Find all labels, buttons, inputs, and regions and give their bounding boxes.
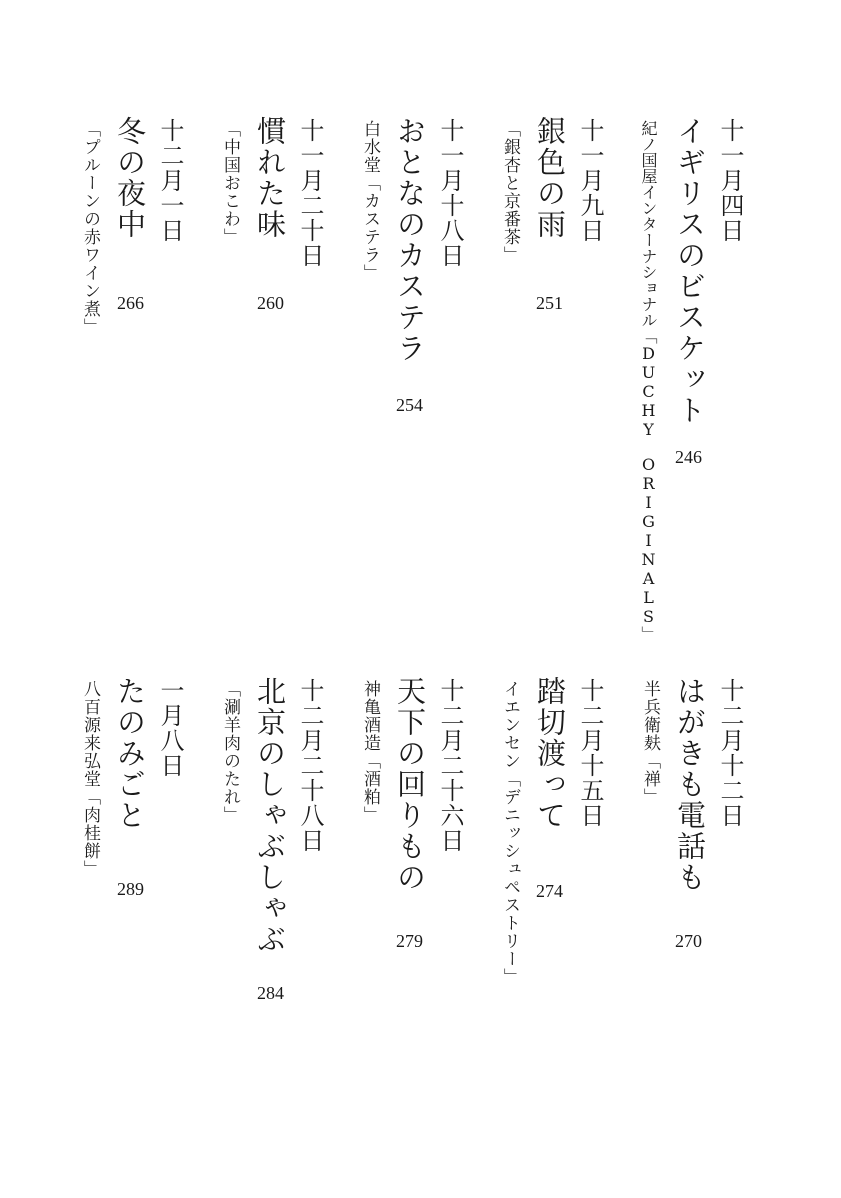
entry-subtitle: 半兵衛麸「禅」 [640, 680, 660, 806]
page-number: 284 [257, 983, 284, 1003]
page-number: 279 [396, 931, 423, 951]
entry-subtitle: 白水堂「カステラ」 [360, 120, 380, 282]
toc-entry[interactable] [640, 676, 800, 951]
entry-subtitle: 「中国おこわ」 [220, 120, 240, 246]
entry-subtitle: 「銀杏と京番茶」 [500, 120, 520, 264]
entry-subtitle: 八百源来弘堂「肉桂餅」 [80, 680, 100, 878]
entry-title: 天下の回りもの [393, 676, 427, 893]
entry-subtitle: 「涮羊肉のたれ」 [220, 680, 240, 824]
entry-title: たのみごと [113, 676, 147, 831]
entry-title: 慣れた味 [253, 116, 287, 240]
entry-subtitle: イエンセン「デニッシュペストリー」 [500, 680, 520, 986]
entry-date: 十二月二十六日 [436, 678, 464, 853]
toc-entry[interactable] [639, 116, 800, 642]
entry-date: 十一月二十日 [296, 118, 324, 268]
page-number: 260 [257, 293, 284, 313]
page-number: 266 [117, 293, 144, 313]
page-number: 254 [396, 395, 423, 415]
toc-entry[interactable] [498, 116, 658, 313]
page-number: 270 [675, 931, 702, 951]
page-number: 251 [536, 293, 563, 313]
entry-title: 銀色の雨 [533, 116, 567, 240]
entry-date: 十二月二十八日 [296, 678, 324, 853]
entry-date: 十一月九日 [576, 118, 604, 243]
page-number: 289 [117, 879, 144, 899]
entry-title: おとなのカステラ [393, 116, 427, 364]
page-number: 274 [536, 881, 563, 901]
entry-subtitle: 「プルーンの赤ワイン煮」 [80, 120, 100, 336]
entry-date: 一月八日 [156, 678, 184, 778]
entry-date: 十一月四日 [716, 118, 744, 243]
entry-date: 十一月十八日 [436, 118, 464, 268]
entry-subtitle: 神亀酒造「酒粕」 [360, 680, 380, 824]
page-number: 246 [675, 447, 702, 467]
entry-title: イギリスのビスケット [673, 116, 707, 426]
entry-title: 北京のしゃぶしゃぶ [253, 676, 287, 955]
entry-title: 冬の夜中 [113, 116, 147, 240]
entry-title: はがきも電話も [673, 676, 707, 893]
entry-date: 十二月十二日 [716, 678, 744, 828]
entry-date: 十二月十五日 [576, 678, 604, 828]
entry-subtitle: 紀ノ国屋インターナショナル「DUCHY ORIGINALS」 [639, 120, 658, 642]
entry-title: 踏切渡って [533, 676, 567, 831]
entry-date: 十二月一日 [156, 118, 184, 243]
